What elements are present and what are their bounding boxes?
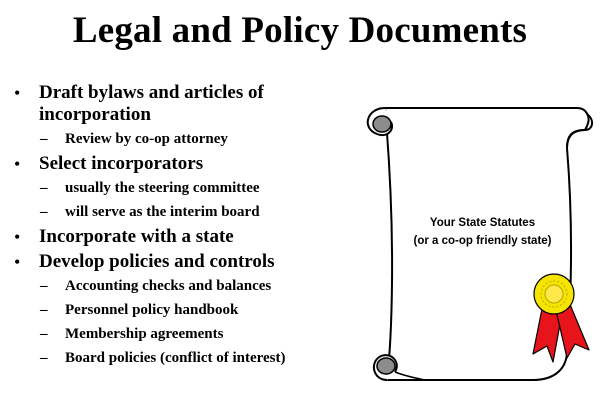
sub-bullet-text: Membership agreements	[65, 326, 224, 342]
scroll-caption-line1: Your State Statutes	[429, 217, 536, 229]
bullet-text: Draft bylaws and articles of incorporation	[39, 82, 264, 125]
sub-bullet-item	[12, 276, 357, 296]
bullet-text: Select incorporators	[39, 153, 204, 174]
sub-bullet-text: Personnel policy handbook	[65, 302, 239, 318]
bullet-item	[12, 153, 357, 175]
scroll-caption-line2: (or a co-op friendly state)	[413, 235, 552, 247]
statute-scroll	[355, 96, 595, 390]
sub-bullet-item	[12, 129, 357, 149]
sub-bullet-text: Review by co-op attorney	[65, 131, 228, 147]
bullet-glyph: •	[14, 252, 21, 272]
sub-bullet-glyph: –	[40, 204, 48, 220]
bullet-item	[12, 226, 357, 248]
sub-bullet-text: Accounting checks and balances	[65, 278, 272, 294]
bullet-glyph: •	[14, 154, 21, 174]
sub-bullet-item	[12, 300, 357, 320]
sub-bullet-item	[12, 202, 357, 222]
bullet-item	[12, 82, 357, 126]
sub-bullet-glyph: –	[40, 326, 48, 342]
sub-bullet-item	[12, 348, 357, 368]
sub-bullet-text: usually the steering committee	[65, 180, 260, 196]
slide-title: Legal and Policy Documents	[72, 10, 528, 51]
sub-bullet-text: will serve as the interim board	[65, 204, 260, 220]
sub-bullet-glyph: –	[40, 278, 48, 294]
sub-bullet-glyph: –	[40, 350, 48, 366]
scroll-caption	[395, 214, 570, 250]
sub-bullet-text: Board policies (conflict of interest)	[65, 350, 286, 366]
bullet-glyph: •	[14, 227, 21, 247]
bullet-text: Develop policies and controls	[39, 251, 275, 272]
bullet-text: Incorporate with a state	[39, 226, 234, 247]
sub-bullet-item	[12, 324, 357, 344]
sub-bullet-item	[12, 178, 357, 198]
bullet-list	[12, 82, 357, 372]
bullet-glyph: •	[14, 83, 21, 103]
sub-bullet-glyph: –	[40, 302, 48, 318]
bullet-item	[12, 251, 357, 273]
sub-bullet-glyph: –	[40, 131, 48, 147]
sub-bullet-glyph: –	[40, 180, 48, 196]
